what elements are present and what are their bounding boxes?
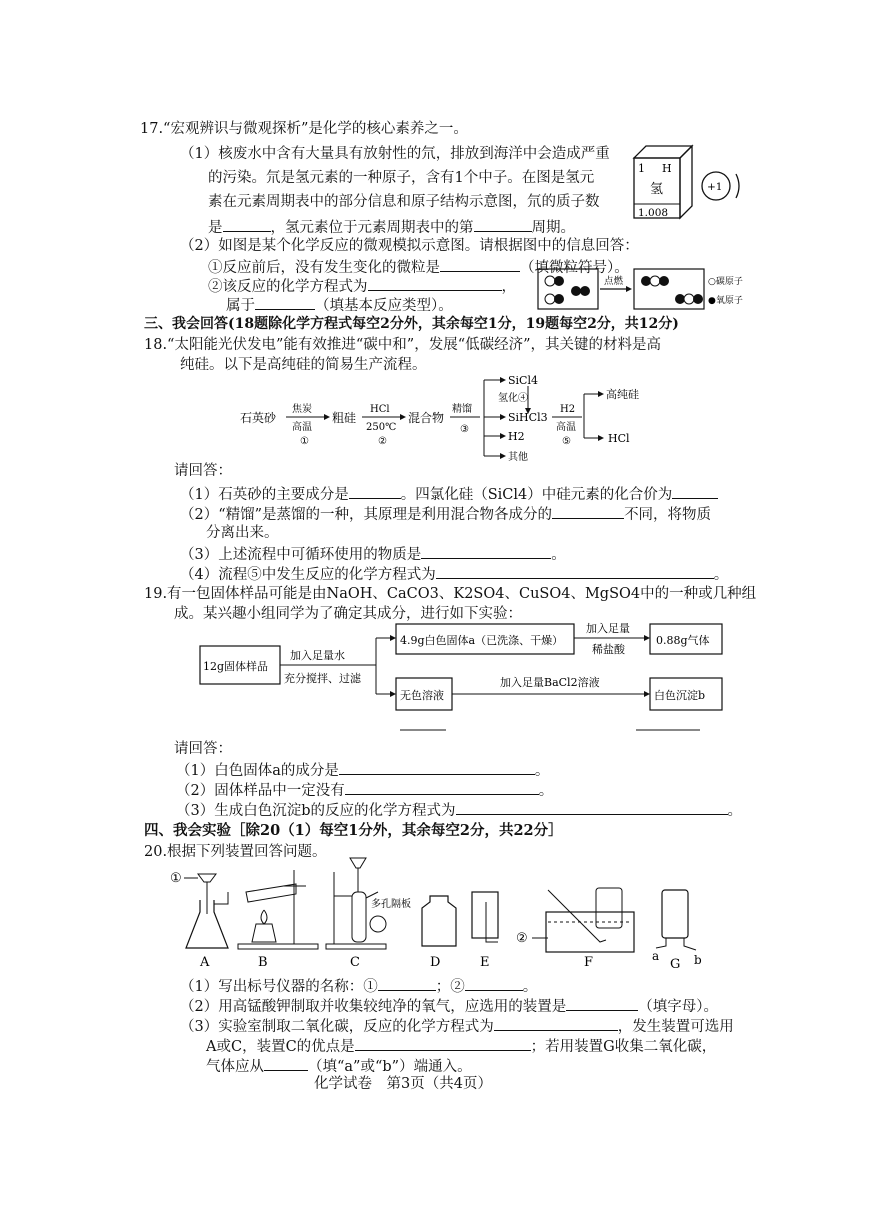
q19-absent-blank[interactable] — [345, 780, 539, 795]
q18-answer1 — [180, 484, 718, 504]
hydrogen-element-figure — [628, 142, 748, 224]
q18-answer2-cont: 分离出来。 — [206, 525, 279, 541]
flow-h2: H2 — [508, 430, 525, 443]
flow-dilute-hcl: 稀盐酸 — [592, 643, 625, 656]
flow-add-acid: 加入足量 — [586, 622, 630, 635]
q17-p1-line1: （1）核废水中含有大量具有放射性的氘，排放到海洋中会造成严重 — [180, 146, 610, 162]
q18-flowchart — [236, 372, 666, 462]
label-A: A — [200, 955, 210, 970]
q18-answer-intro: 请回答： — [174, 463, 232, 479]
q18-quartz-blank[interactable] — [349, 484, 401, 499]
flow-white-ppt: 白色沉淀b — [654, 689, 706, 702]
label-C: C — [350, 955, 360, 970]
q19-answer3 — [176, 800, 742, 820]
nucleus-charge: +1 — [707, 181, 723, 193]
q20-equation-blank[interactable] — [494, 1016, 618, 1031]
q20-text: （3）实验室制取二氧化碳，反应的化学方程式为 — [180, 1019, 494, 1035]
q20-answer3-line2 — [206, 1036, 716, 1056]
q19-text: （1）白色固体a的成分是 — [176, 763, 339, 779]
label-b: b — [694, 953, 702, 967]
q18-distill-blank[interactable] — [552, 504, 624, 519]
q19-answer-intro: 请回答： — [174, 741, 232, 757]
q20-text: ；② — [435, 979, 465, 995]
q18-text: （2）“精馏”是蒸馏的一种，其原理是利用混合物各成分的 — [180, 507, 553, 523]
q19-equation-blank[interactable] — [456, 800, 728, 815]
reaction-micro-diagram — [530, 267, 752, 313]
label-marker1: ① — [170, 871, 182, 886]
q17-text: ，氢元素位于元素周期表中的第 — [270, 220, 474, 236]
q20-instrument1-blank[interactable] — [378, 976, 436, 991]
q19-line1: 19.有一包固体样品可能是由NaOH、CaCO3、K2SO4、CuSO4、MgSO4中的一种或几种组 — [144, 586, 757, 602]
q18-valence-blank[interactable] — [672, 484, 718, 499]
flow-step1: ① — [300, 436, 309, 447]
page-footer: 化学试卷 第3页（共4页） — [314, 1076, 492, 1092]
flow-gas: 0.88g气体 — [656, 634, 710, 647]
flow-filter: 充分搅拌、过滤 — [284, 672, 361, 685]
q17-equation-blank[interactable] — [368, 276, 502, 291]
flow-250c: 250℃ — [366, 422, 397, 433]
q17-text: ， — [501, 279, 516, 295]
q17-p2-line3 — [208, 276, 516, 296]
flow-hydrogenation: 氢化④ — [498, 393, 528, 404]
element-name: 氢 — [650, 182, 664, 197]
q17-particle-blank[interactable] — [440, 257, 520, 272]
q20-text: （2）用高锰酸钾制取并收集较纯净的氧气，应选用的装置是 — [180, 999, 567, 1015]
q18-answer4 — [180, 564, 728, 584]
q19-answer1 — [176, 760, 549, 780]
q17-text: （填微粒符号）。 — [520, 260, 629, 276]
q17-period-blank[interactable] — [474, 217, 532, 232]
flow-hightemp: 高温 — [292, 422, 312, 433]
label-B: B — [258, 955, 268, 970]
q17-p2-line4 — [226, 295, 453, 315]
q20-instrument2-blank[interactable] — [465, 976, 523, 991]
flow-sample: 12g固体样品 — [203, 660, 269, 673]
flow-step5: ⑤ — [562, 436, 571, 447]
element-number: 1 — [638, 162, 645, 175]
flow-quartz: 石英砂 — [240, 411, 277, 425]
q17-text: ①反应前后，没有发生变化的微粒是 — [208, 260, 440, 276]
q17-text: 属于 — [226, 298, 255, 314]
flow-hcl: HCl — [370, 404, 390, 415]
q17-title: 17.“宏观辨识与微观探析”是化学的核心素养之一。 — [140, 121, 468, 137]
flow-hcl-product: HCl — [608, 432, 630, 445]
q19-solid-blank[interactable] — [339, 760, 535, 775]
q20-answer3 — [180, 1016, 734, 1036]
q20-text: A或C，装置C的优点是 — [206, 1039, 355, 1055]
q17-text: （填基本反应类型）。 — [315, 298, 453, 314]
q20-advantage-blank[interactable] — [355, 1036, 531, 1051]
flow-add-bacl2: 加入足量BaCl2溶液 — [500, 676, 600, 689]
label-plate: 多孔隔板 — [371, 899, 411, 910]
arrow-label: 点燃 — [604, 276, 624, 287]
q20-line1: 20.根据下列装置回答问题。 — [144, 844, 327, 860]
q18-line1: 18.“太阳能光伏发电”能有效推进“碳中和”，发展“低碳经济”，其关键的材料是高 — [144, 337, 662, 353]
flow-h2-reactant: H2 — [560, 404, 576, 415]
q19-text: （2）固体样品中一定没有 — [176, 783, 345, 799]
flow-distill: 精馏 — [452, 404, 472, 415]
q18-text: 。 — [713, 567, 729, 583]
element-mass: 1.008 — [638, 207, 669, 219]
electron-shell-arc — [736, 174, 739, 198]
flow-step2: ② — [378, 436, 387, 447]
q17-p2-line1: （2）如图是某个化学反应的微观模拟示意图。请根据图中的信息回答： — [180, 238, 639, 254]
q20-answer3-line3 — [206, 1056, 472, 1076]
q20-text: （填字母）。 — [638, 999, 718, 1015]
q19-answer2 — [176, 780, 553, 800]
q20-text: ；若用装置G收集二氧化碳， — [530, 1039, 717, 1055]
flow-white-solid: 4.9g白色固体a（已洗涤、干燥） — [400, 634, 564, 647]
q19-text: 。 — [538, 783, 554, 799]
flow-solution: 无色溶液 — [400, 689, 444, 702]
label-a: a — [652, 949, 660, 963]
label-E: E — [480, 955, 490, 970]
q18-text: （1）石英砂的主要成分是 — [180, 487, 349, 503]
q20-text: 气体应从 — [206, 1059, 264, 1075]
q17-p1-line3: 素在元素周期表中的部分信息和原子结构示意图，氘的质子数 — [208, 194, 600, 210]
q17-reaction-type-blank[interactable] — [255, 295, 315, 310]
q20-end-blank[interactable] — [264, 1056, 308, 1071]
element-symbol: H — [662, 162, 672, 175]
q19-text: （3）生成白色沉淀b的反应的化学方程式为 — [176, 803, 456, 819]
flow-other: 其他 — [508, 452, 528, 462]
label-D: D — [430, 955, 441, 970]
flow-sihcl3: SiHCl3 — [508, 411, 548, 424]
q19-text: 。 — [727, 803, 743, 819]
legend-oxygen: ●氧原子 — [708, 296, 743, 306]
q18-answer3 — [180, 544, 566, 564]
flow-crude-si: 粗硅 — [332, 411, 357, 425]
q20-text: （1）写出标号仪器的名称：① — [180, 979, 378, 995]
flow-add-water: 加入足量水 — [290, 649, 345, 662]
q17-proton-blank[interactable] — [223, 217, 271, 232]
q20-text: （填“a”或“b”）端通入。 — [308, 1059, 472, 1075]
label-marker2: ② — [516, 931, 528, 946]
q17-p1-line4 — [208, 217, 575, 237]
q18-answer2 — [180, 504, 711, 524]
q20-answer1 — [180, 976, 537, 996]
flow-coke: 焦炭 — [292, 404, 312, 415]
lab-apparatus-figure — [166, 852, 706, 974]
q17-p1-line2: 的污染。氘是氢元素的一种原子，含有1个中子。在图是氢元 — [208, 170, 595, 186]
legend-carbon: ○碳原子 — [708, 277, 743, 287]
label-F: F — [584, 955, 594, 970]
q18-line2: 纯硅。以下是高纯硅的简易生产流程。 — [180, 357, 427, 373]
section4-header: 四、我会实验［除20（1）每空1分外，其余每空2分，共22分］ — [144, 822, 563, 839]
q18-equation-blank[interactable] — [436, 564, 714, 579]
q17-text: ②该反应的化学方程式为 — [208, 279, 368, 295]
flow-sicl4: SiCl4 — [508, 374, 538, 387]
q18-text: （4）流程⑤中发生反应的化学方程式为 — [180, 567, 436, 583]
q18-text: （3）上述流程中可循环使用的物质是 — [180, 547, 422, 563]
label-G: G — [670, 957, 681, 972]
q19-text: 。 — [534, 763, 550, 779]
q20-device-blank[interactable] — [566, 996, 638, 1011]
q17-text: 周期。 — [531, 220, 575, 236]
q18-recycle-blank[interactable] — [421, 544, 551, 559]
q20-text: 。 — [522, 979, 538, 995]
flow-pure-si: 高纯硅 — [606, 388, 639, 401]
flow-mixture: 混合物 — [408, 411, 445, 425]
flow-step3: ③ — [460, 424, 469, 435]
q18-text: 。 — [551, 547, 566, 563]
flow-hightemp2: 高温 — [556, 422, 576, 433]
section3-header: 三、我会回答(18题除化学方程式每空2分外，其余每空1分，19题每空2分，共12分) — [144, 316, 679, 332]
q20-text: ，发生装置可选用 — [617, 1019, 734, 1035]
q18-text: 。四氯化硅（SiCl4）中硅元素的化合价为 — [400, 487, 673, 503]
q19-line2: 成。某兴趣小组同学为了确定其成分，进行如下实验： — [174, 606, 522, 622]
q20-answer2 — [180, 996, 718, 1016]
q17-text: 是 — [208, 220, 223, 236]
q18-text: 不同，将物质 — [624, 507, 712, 523]
q19-flowchart — [190, 620, 730, 736]
